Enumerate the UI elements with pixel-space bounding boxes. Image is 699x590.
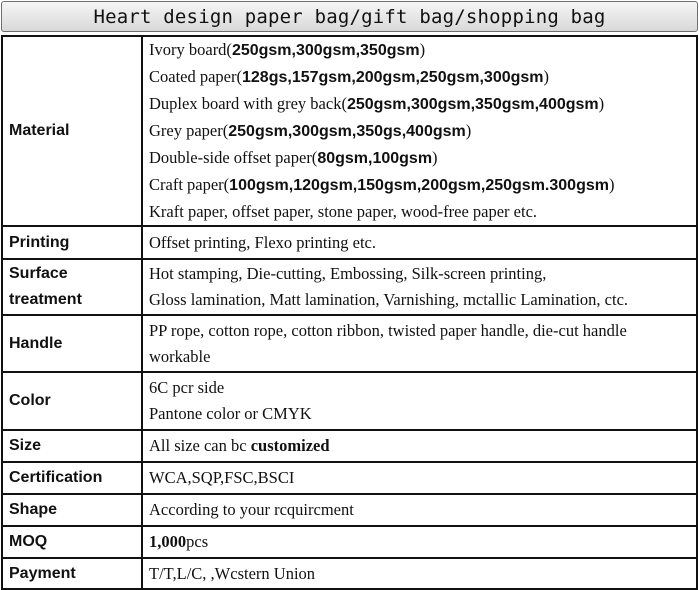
row-value-handle: PP rope, cotton rope, cotton ribbon, twisted paper handle, die-cut handle workable (142, 315, 697, 372)
row-value-printing: Offset printing, Flexo printing etc. (142, 226, 697, 259)
row-certification (2, 462, 697, 494)
row-label-color: Color (2, 372, 142, 430)
row-shape (2, 494, 697, 526)
row-value-material (142, 36, 697, 226)
row-value-color: 6C pcr side Pantone color or CMYK (142, 372, 697, 430)
row-label-material: Material (2, 36, 142, 226)
row-surface-treatment (2, 259, 697, 315)
material-line: Grey paper(250gsm,300gsm,350gs,400gsm) (149, 121, 472, 140)
row-label-payment: Payment (2, 558, 142, 589)
row-label-shape: Shape (2, 494, 142, 526)
row-handle (2, 315, 697, 372)
row-label-certification: Certification (2, 462, 142, 494)
row-color (2, 372, 697, 430)
row-label-size: Size (2, 430, 142, 462)
material-line: Double-side offset paper(80gsm,100gsm) (149, 148, 438, 167)
row-label-moq: MOQ (2, 526, 142, 558)
material-line: Ivory board(250gsm,300gsm,350gsm) (149, 40, 426, 59)
material-line: Coated paper(128gs,157gsm,200gsm,250gsm,300gsm) (149, 67, 550, 86)
row-label-handle: Handle (2, 315, 142, 372)
row-label-printing: Printing (2, 226, 142, 259)
row-moq (2, 526, 697, 558)
row-size (2, 430, 697, 462)
material-line: Kraft paper, offset paper, stone paper, wood-free paper etc. (149, 202, 538, 221)
row-value-payment: T/T,L/C, ,Wcstern Union (142, 558, 697, 589)
material-line: Craft paper(100gsm,120gsm,150gsm,200gsm,250gsm.300gsm) (149, 175, 615, 194)
row-payment (2, 558, 697, 589)
row-value-moq: 1,000pcs (142, 526, 697, 558)
spec-table (1, 35, 698, 590)
row-material (2, 36, 697, 226)
row-value-shape: According to your rcquircment (142, 494, 697, 526)
material-line: Duplex board with grey back(250gsm,300gsm,350gsm,400gsm) (149, 94, 605, 113)
row-value-certification: WCA,SQP,FSC,BSCI (142, 462, 697, 494)
row-value-surface-treatment: Hot stamping, Die-cutting, Embossing, Silk-screen printing, Gloss lamination, Matt lamination, Varnishing, mctallic Lamination, ctc. (142, 259, 697, 315)
row-value-size: All size can bc customized (142, 430, 697, 462)
row-label-surface-treatment: Surface treatment (2, 259, 142, 315)
page-title: Heart design paper bag/gift bag/shopping bag (1, 1, 698, 32)
row-printing (2, 226, 697, 259)
